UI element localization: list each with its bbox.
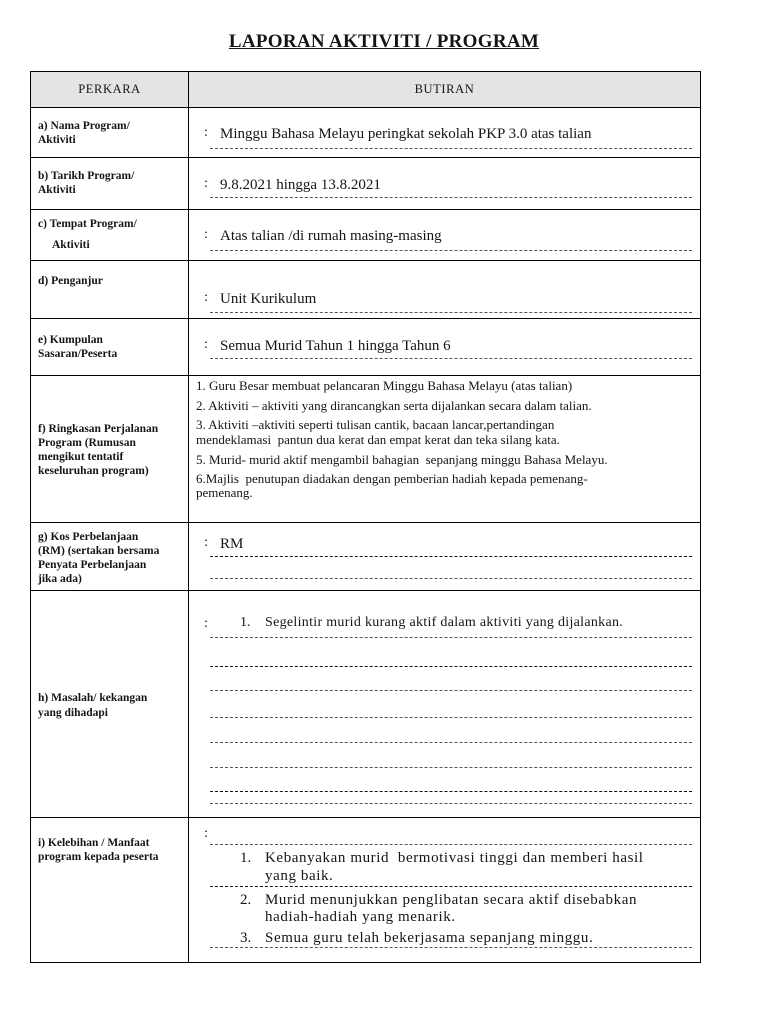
label-line: e) Kumpulan: [38, 334, 103, 346]
summary-line: 5. Murid- murid aktif mengambil bahagian sepanjang minggu Bahasa Melayu.: [196, 452, 608, 467]
row-tarikh-program: [31, 157, 700, 209]
dotted-line: [210, 578, 692, 579]
header-perkara-cell: [31, 72, 189, 107]
value-cell: [189, 261, 700, 318]
dotted-line: [210, 690, 692, 691]
item-number: 1.: [240, 615, 251, 630]
dotted-line: [210, 767, 692, 768]
value-cell: [189, 158, 700, 209]
colon-separator: :: [204, 290, 208, 305]
kos-value: RM: [220, 536, 244, 552]
label-line: (RM) (sertakan bersama: [38, 545, 160, 557]
dotted-line: [210, 637, 692, 638]
colon-separator: :: [204, 227, 208, 242]
label-cell: [31, 108, 189, 157]
row-penganjur: [31, 260, 700, 318]
label-line: program kepada peserta: [38, 851, 159, 863]
tempat-program-value: Atas talian /di rumah masing-masing: [220, 228, 442, 244]
label-cell: [31, 210, 189, 260]
label-line: c) Tempat Program/: [38, 218, 137, 230]
summary-line: 3. Aktiviti –aktiviti seperti tulisan cantik, bacaan lancar,pertandingan: [196, 417, 555, 432]
label-line: Penyata Perbelanjaan: [38, 559, 147, 571]
dotted-line: [210, 803, 692, 804]
label-line: a) Nama Program/: [38, 120, 130, 132]
dotted-line: [210, 791, 692, 792]
colon-separator: :: [204, 535, 208, 550]
row-label: [52, 238, 90, 252]
summary-line: mendeklamasi pantun dua kerat dan empat kerat dan teka silang kata.: [196, 432, 560, 447]
label-line: Aktiviti: [38, 184, 76, 196]
label-line: yang dihadapi: [38, 707, 108, 719]
summary-line: 2. Aktiviti – aktiviti yang dirancangkan serta dijalankan secara dalam talian.: [196, 398, 592, 413]
dotted-line: [210, 312, 692, 313]
header-perkara: PERKARA: [78, 82, 141, 96]
masalah-item-text: Segelintir murid kurang aktif dalam aktiviti yang dijalankan.: [265, 615, 624, 630]
kelebihan-item-text: Kebanyakan murid bermotivasi tinggi dan memberi hasil: [265, 850, 644, 866]
row-tempat-program: [31, 209, 700, 260]
value-cell: [189, 108, 700, 157]
dotted-line: [210, 742, 692, 743]
row-label: [38, 422, 158, 478]
header-butiran-cell: [189, 72, 700, 107]
label-cell: [31, 376, 189, 522]
label-line: mengikut tentatif: [38, 451, 124, 463]
label-line: f) Ringkasan Perjalanan: [38, 423, 159, 435]
value-cell: [189, 591, 700, 817]
label-line: b) Tarikh Program/: [38, 170, 135, 182]
kelebihan-item-text: Semua guru telah bekerjasama sepanjang minggu.: [265, 930, 594, 946]
item-number: 1.: [240, 850, 252, 866]
dotted-line: [210, 886, 692, 887]
colon-separator: :: [204, 826, 208, 841]
label-line: Program (Rumusan: [38, 437, 136, 449]
value-cell: [189, 376, 700, 522]
dotted-line: [210, 556, 692, 557]
row-label: [38, 169, 134, 197]
row-nama-program: [31, 107, 700, 157]
label-line: Aktiviti: [38, 134, 76, 146]
row-masalah-kekangan: [31, 590, 700, 817]
row-kumpulan-sasaran: [31, 318, 700, 375]
dotted-line: [210, 250, 692, 251]
value-cell: [189, 818, 700, 962]
value-cell: [189, 319, 700, 375]
nama-program-value: Minggu Bahasa Melayu peringkat sekolah PKP 3.0 atas talian: [220, 126, 592, 142]
dotted-line: [210, 358, 692, 359]
dotted-line: [210, 148, 692, 149]
header-butiran: BUTIRAN: [414, 82, 475, 96]
report-table: [30, 71, 701, 963]
row-ringkasan-perjalanan: [31, 375, 700, 522]
row-label: [38, 119, 130, 147]
label-cell: [31, 319, 189, 375]
colon-separator: :: [204, 176, 208, 191]
kelebihan-item-text: Murid menunjukkan penglibatan secara aktif disebabkan: [265, 892, 638, 908]
row-label: [38, 333, 117, 361]
label-line: keseluruhan program): [38, 465, 149, 477]
label-line: i) Kelebihan / Manfaat: [38, 837, 150, 849]
value-cell: [189, 210, 700, 260]
summary-line: 6.Majlis penutupan diadakan dengan pemberian hadiah kepada pemenang-: [196, 471, 588, 486]
label-cell: [31, 158, 189, 209]
colon-separator: :: [204, 616, 208, 631]
label-cell: [31, 591, 189, 817]
tarikh-program-value: 9.8.2021 hingga 13.8.2021: [220, 177, 381, 193]
row-kelebihan-manfaat: [31, 817, 700, 962]
item-number: 3.: [240, 930, 252, 946]
row-label: [38, 691, 147, 721]
row-label: [38, 530, 159, 586]
label-line: d) Penganjur: [38, 275, 103, 287]
kumpulan-sasaran-value: Semua Murid Tahun 1 hingga Tahun 6: [220, 338, 451, 354]
dotted-line: [210, 197, 692, 198]
dotted-line: [210, 717, 692, 718]
value-cell: [189, 523, 700, 590]
penganjur-value: Unit Kurikulum: [220, 291, 317, 307]
label-line: jika ada): [38, 573, 82, 585]
kelebihan-item-text: hadiah-hadiah yang menarik.: [265, 909, 456, 925]
summary-line: 1. Guru Besar membuat pelancaran Minggu Bahasa Melayu (atas talian): [196, 378, 573, 393]
row-label: [38, 836, 159, 864]
label-line: h) Masalah/ kekangan: [38, 692, 148, 704]
kelebihan-item-text: yang baik.: [265, 868, 334, 884]
label-line: g) Kos Perbelanjaan: [38, 531, 139, 543]
row-label: [38, 274, 103, 288]
colon-separator: :: [204, 125, 208, 140]
dotted-line: [210, 844, 692, 845]
label-line: Aktiviti: [52, 239, 90, 251]
dotted-line: [210, 666, 692, 667]
table-header-row: [31, 72, 700, 107]
report-title: LAPORAN AKTIVITI / PROGRAM: [228, 31, 540, 52]
row-kos-perbelanjaan: [31, 522, 700, 590]
dotted-line: [210, 947, 692, 948]
label-line: Sasaran/Peserta: [38, 348, 118, 360]
summary-line: pemenang.: [196, 485, 253, 500]
item-number: 2.: [240, 892, 252, 908]
label-cell: [31, 261, 189, 318]
label-cell: [31, 523, 189, 590]
colon-separator: :: [204, 337, 208, 352]
row-label: [38, 217, 137, 231]
label-cell: [31, 818, 189, 962]
